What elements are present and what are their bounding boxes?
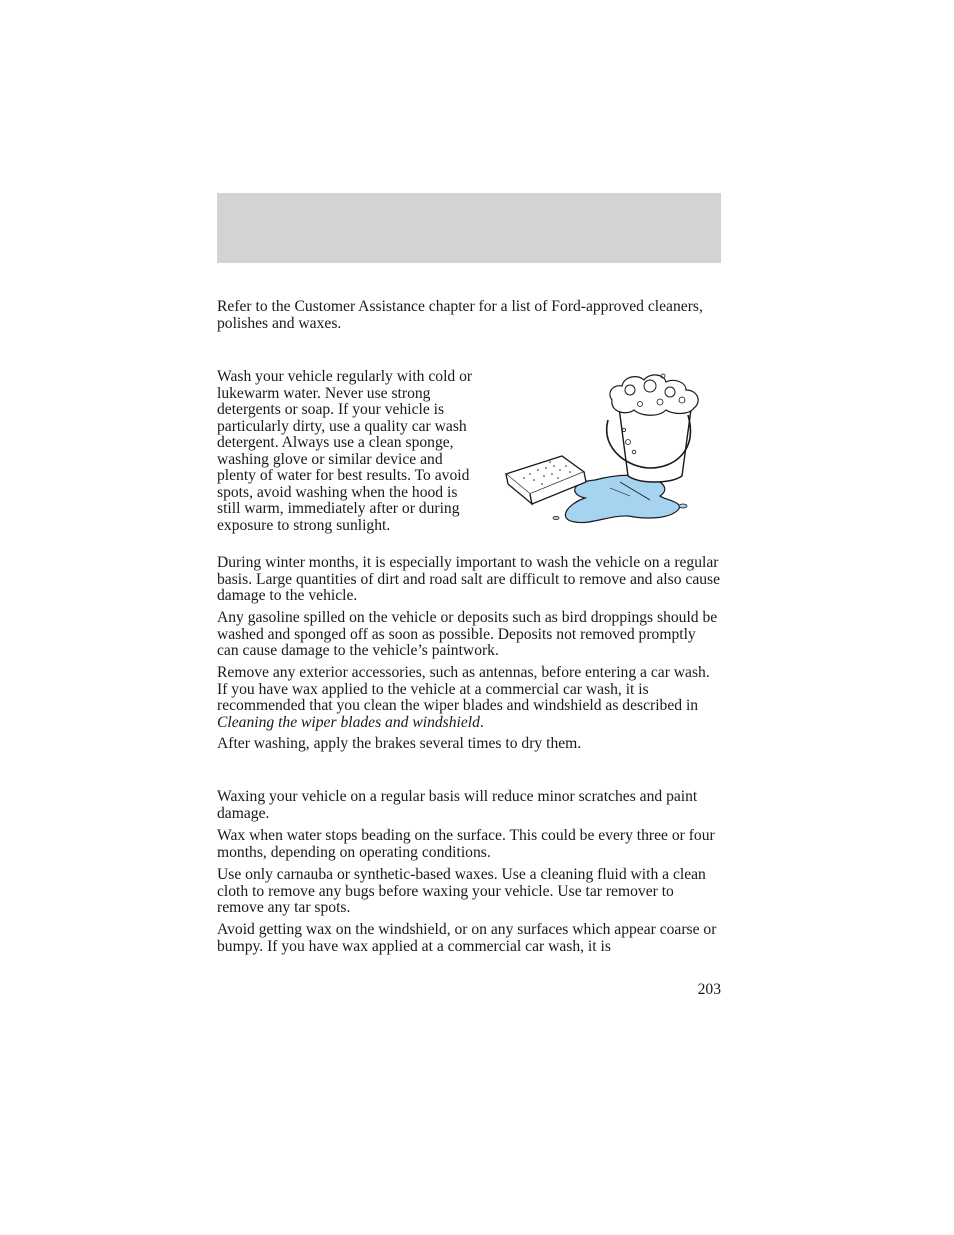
waxing-paragraph-3: Use only carnauba or synthetic-based waxes. Use a cleaning fluid with a clean cloth to remove any bugs before waxing your vehicle. Use tar remover to remove any tar spots. (217, 866, 706, 916)
wiper-cleaning-reference: Cleaning the wiper blades and windshield (217, 713, 480, 731)
winter-paragraph: During winter months, it is especially important to wash the vehicle on a regular basis. Large quantities of dirt and road salt are difficult to remove and also cause damage to the vehicle. (217, 554, 721, 604)
section-header-band (217, 193, 721, 263)
washing-lead-paragraph: Wash your vehicle regularly with cold or lukewarm water. Never use strong detergents or soap. If your vehicle is particularly dirty, use a quality car wash detergent. Always use a clean sponge, washing glove or similar device and plenty of water for best results. To avoid spots, avoid washing when the hood is still warm, immediately after or during exposure to strong sunlight. (217, 368, 473, 534)
page-number: 203 (697, 981, 721, 998)
intro-paragraph: Refer to the Customer Assistance chapter for a list of Ford-approved cleaners, polishes and waxes. (217, 298, 703, 332)
waxing-paragraph-2: Wax when water stops beading on the surface. This could be every three or four months, depending on operating conditions. (217, 827, 715, 861)
accessories-text: Remove any exterior accessories, such as antennas, before entering a car wash. If you have wax applied to the vehicle at a commercial car wash, it is recommended that you clean the wiper blades and windshield as described in (217, 664, 710, 714)
waxing-paragraph-1: Waxing your vehicle on a regular basis will reduce minor scratches and paint damage. (217, 788, 698, 822)
bucket-sponge-water-icon (500, 370, 705, 532)
brakes-paragraph: After washing, apply the brakes several times to dry them. (217, 735, 582, 752)
accessories-paragraph (217, 665, 721, 731)
accessories-text-end: . (479, 713, 484, 731)
gasoline-paragraph: Any gasoline spilled on the vehicle or deposits such as bird droppings should be washed and sponged off as soon as possible. Deposits not removed promptly can cause damage to the vehicle’s paintwork. (217, 609, 718, 659)
waxing-paragraph-4: Avoid getting wax on the windshield, or on any surfaces which appear coarse or bumpy. If you have wax applied at a commercial car wash, it is (217, 921, 717, 955)
